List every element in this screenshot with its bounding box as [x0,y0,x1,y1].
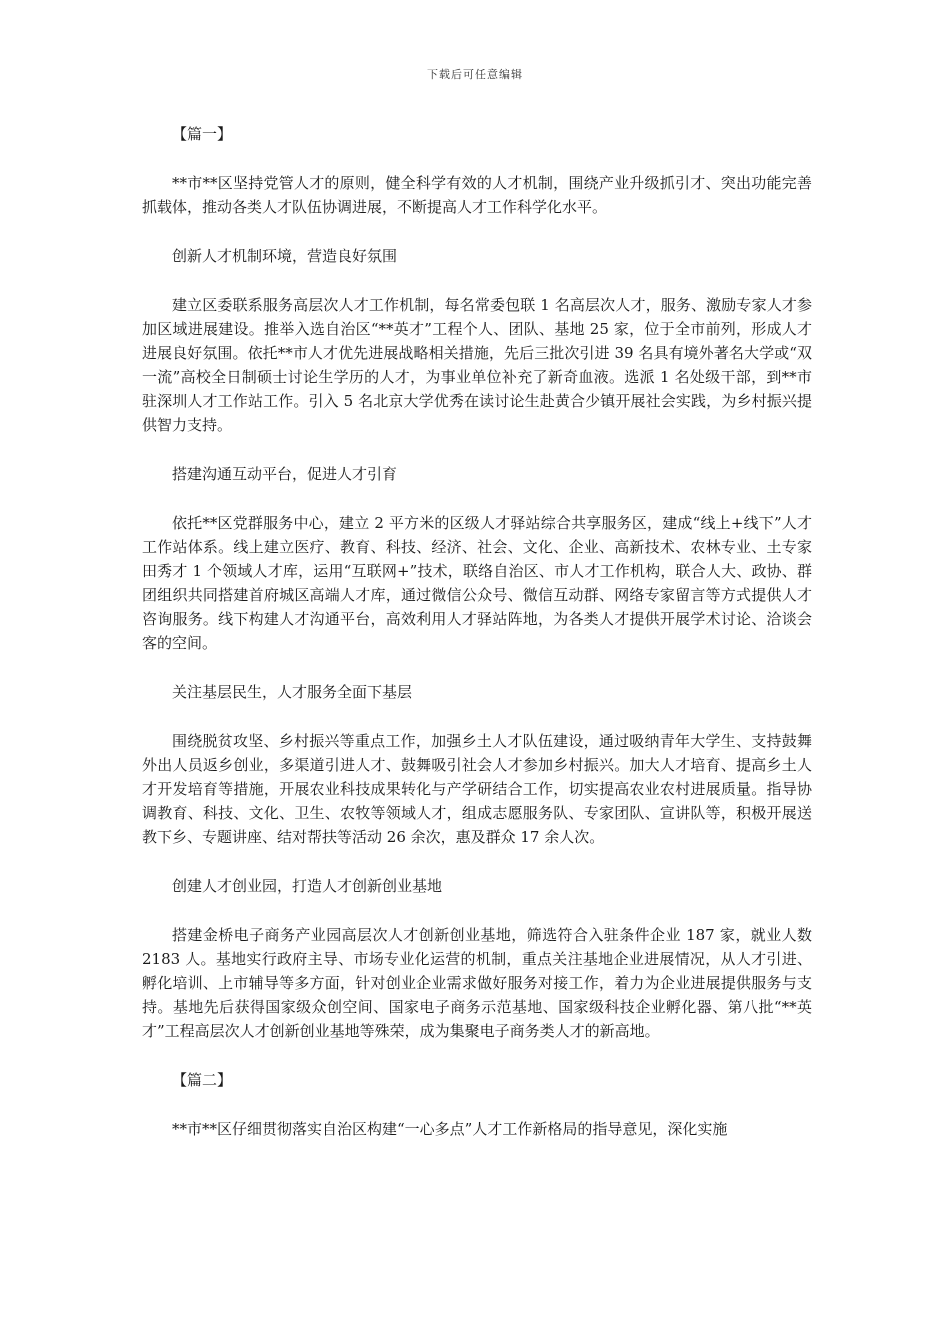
body-paragraph: **市**区仔细贯彻落实自治区构建“一心多点”人才工作新格局的指导意见，深化实施 [172,1120,728,1138]
subsection-heading: 创建人才创业园，打造人才创新创业基地 [172,877,443,895]
section-heading: 【篇二】 [172,1071,233,1089]
body-paragraph: 搭建金桥电子商务产业园高层次人才创新创业基地，筛选符合入驻条件企业 187 家，就业人数 2183 人。基地实行政府主导、市场专业化运营的机制，重点关注基地企业进展情况，从人才引进、孵化培训、上市辅导等多方面，针对创业企业需求做好服务对接工作，着力为企业进展提供服务与支持。基地先后获得国家级众创空间、国家电子商务示范基地、国家级科技企业孵化器、第八批“**英才”工程高层次人才创新创业基地等殊荣，成为集聚电子商务类人才的新高地。 [142,926,812,1040]
subsection-heading: 关注基层民生，人才服务全面下基层 [172,683,413,701]
body-paragraph: **市**区坚持党管人才的原则，健全科学有效的人才机制，围绕产业升级抓引才、突出功能完善抓载体，推动各类人才队伍协调进展，不断提高人才工作科学化水平。 [142,174,812,216]
body-paragraph: 依托**区党群服务中心，建立 2 平方米的区级人才驿站综合共享服务区，建成“线上+线下”人才工作站体系。线上建立医疗、教育、科技、经济、社会、文化、企业、高新技术、农林专业、土专家田秀才 1 个领域人才库，运用“互联网+”技术，联络自治区、市人才工作机构，联合人大、政协、群团组织共同搭建首府城区高端人才库，通过微信公众号、微信互动群、网络专家留言等方式提供人才咨询服务。线下构建人才沟通平台，高效利用人才驿站阵地，为各类人才提供开展学术讨论、洽谈会客的空间。 [142,514,812,652]
body-paragraph: 建立区委联系服务高层次人才工作机制，每名常委包联 1 名高层次人才，服务、激励专家人才参加区域进展建设。推举入选自治区“**英才”工程个人、团队、基地 25 家，位于全市前列，形成人才进展良好氛围。依托**市人才优先进展战略相关措施，先后三批次引进 39 名具有境外著名大学或“双一流”高校全日制硕士讨论生学历的人才，为事业单位补充了新奇血液。选派 1 名处级干部，到**市驻深圳人才工作站工作。引入 5 名北京大学优秀在读讨论生赴黄合少镇开展社会实践，为乡村振兴提供智力支持。 [142,296,812,434]
page-header-note: 下载后可任意编辑 [427,68,523,81]
section-heading: 【篇一】 [172,125,233,143]
subsection-heading: 创新人才机制环境，营造良好氛围 [172,247,398,265]
subsection-heading: 搭建沟通互动平台，促进人才引育 [172,465,398,483]
document-body [142,122,812,1166]
body-paragraph: 围绕脱贫攻坚、乡村振兴等重点工作，加强乡土人才队伍建设，通过吸纳青年大学生、支持鼓舞外出人员返乡创业，多渠道引进人才、鼓舞吸引社会人才参加乡村振兴。加大人才培育、提高乡土人才开发培育等措施，开展农业科技成果转化与产学研结合工作，切实提高农业农村进展质量。指导协调教育、科技、文化、卫生、农牧等领域人才，组成志愿服务队、专家团队、宣讲队等，积极开展送教下乡、专题讲座、结对帮扶等活动 26 余次，惠及群众 17 余人次。 [142,732,812,846]
